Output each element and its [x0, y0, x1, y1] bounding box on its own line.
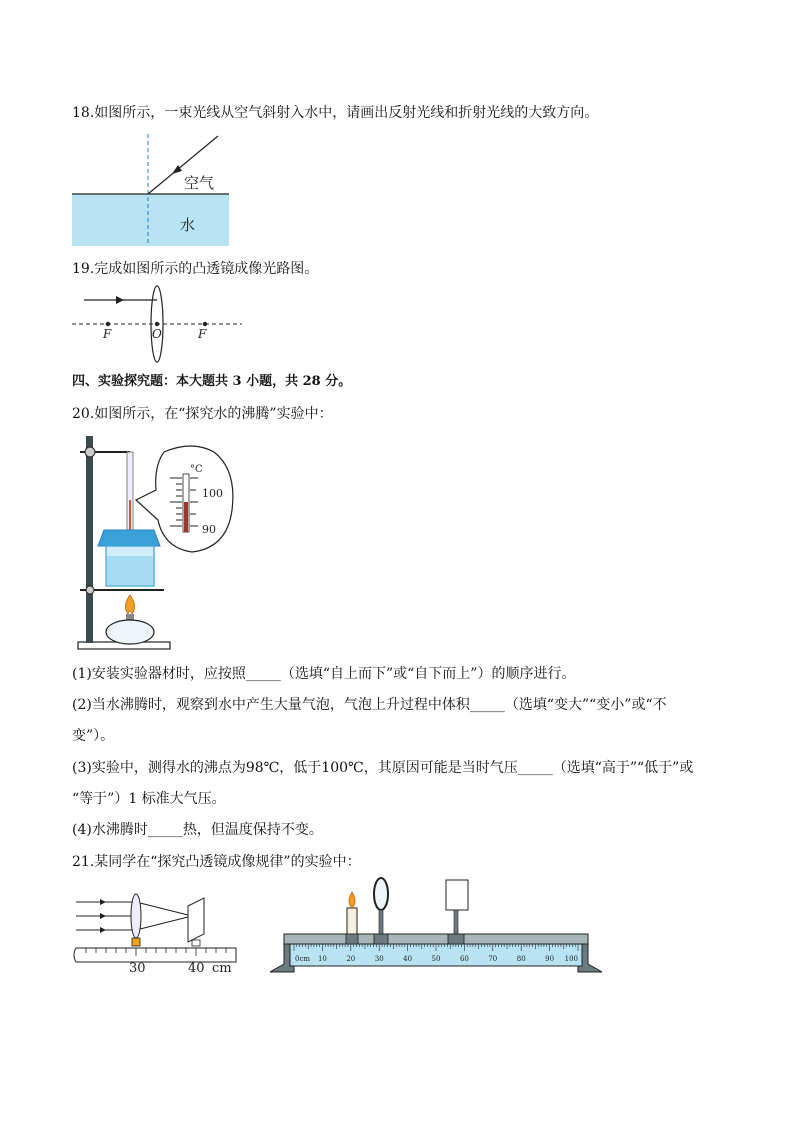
lens-holder: [132, 938, 140, 946]
q19-text: 19.完成如图所示的凸透镜成像光路图。: [72, 261, 319, 277]
bench-label: 10: [317, 955, 327, 963]
q20-part2-line2: 变”）。: [72, 728, 115, 744]
converging-ray-1: [136, 902, 192, 916]
q20-part2-line1: (2)当水沸腾时，观察到水中产生大量气泡，气泡上升过程中体积_____（选填“变大”“变小”或“不: [72, 697, 667, 713]
tick-100: 100: [202, 487, 223, 500]
bench-screen: [446, 880, 468, 910]
bench-label: 70: [488, 955, 498, 963]
flame-icon: [125, 595, 134, 614]
alcohol-lamp: [106, 620, 154, 644]
bench-label: 100: [564, 955, 578, 963]
ray-arrow-icon: [100, 913, 106, 919]
ray-arrow-icon: [100, 927, 106, 933]
lens-stand: [379, 910, 383, 934]
ruler-label-40: 40: [188, 961, 205, 976]
ruler-label-30: 30: [129, 961, 146, 976]
water-label: 水: [180, 216, 196, 234]
q19-lens-figure: [72, 284, 247, 366]
q20-text: 20.如图所示，在“探究水的沸腾”实验中：: [72, 406, 333, 422]
ring-knob: [86, 586, 94, 594]
optical-center-label: O: [152, 327, 162, 341]
bench-lens: [374, 878, 388, 910]
q21-optical-bench: [270, 872, 602, 980]
water-region: [72, 194, 229, 246]
candle: [347, 908, 357, 934]
section-title: 四、实验探究题：本大题共 3 小题，共 28 分。: [72, 374, 352, 389]
screen-holder: [192, 940, 200, 946]
candle-holder: [346, 934, 358, 944]
bench-label: 50: [431, 955, 441, 963]
ray-arrow-icon: [116, 296, 124, 304]
lens: [131, 894, 141, 938]
bench-label: 90: [545, 955, 555, 963]
ruler-unit: cm: [212, 961, 232, 976]
q20-part3-line1: (3)实验中，测得水的沸点为98℃，低于100℃，其原因可能是当时气压_____（选填“高于”“低于”或: [72, 760, 694, 776]
bench-label: 0cm: [295, 955, 311, 963]
bench-label: 30: [374, 955, 384, 963]
beaker-lid: [98, 530, 160, 546]
q20-part4: (4)水沸腾时_____热，但温度保持不变。: [72, 822, 323, 838]
focus-point-right: [203, 322, 207, 326]
screen-holder: [448, 934, 464, 944]
tick-90: 90: [202, 523, 216, 536]
ray-arrow-icon: [100, 899, 106, 905]
candle-flame-icon: [349, 892, 355, 908]
focus-label-right: F: [198, 327, 207, 341]
screen-stand: [454, 910, 458, 934]
q20-part1: (1)安装实验器材时，应按照_____（选填“自上而下”或“自下而上”）的顺序进行。: [72, 666, 576, 682]
q21-text: 21.某同学在“探究凸透镜成像规律”的实验中：: [72, 854, 361, 870]
bench-rail-top: [284, 934, 588, 944]
bench-label: 80: [516, 955, 526, 963]
screen: [188, 898, 204, 942]
clamp-knob: [85, 447, 95, 457]
q18-text: 18.如图所示，一束光线从空气斜射入水中，请画出反射光线和折射光线的大致方向。: [72, 105, 599, 121]
ruler: [74, 948, 236, 962]
bench-label: 60: [459, 955, 469, 963]
q18-refraction-figure: [72, 132, 232, 248]
lens-holder: [374, 934, 388, 944]
q20-boiling-apparatus: [72, 430, 242, 656]
bench-label: 20: [346, 955, 356, 963]
focus-label-left: F: [103, 327, 112, 341]
q20-part3-line2: “等于”）1 标准大气压。: [72, 791, 226, 807]
beaker-water: [107, 556, 153, 585]
optical-center-point: [155, 322, 159, 326]
stand-rod: [86, 436, 93, 643]
converging-ray-2: [136, 916, 192, 930]
q21-focus-figure: [72, 882, 242, 976]
bench-label: 40: [403, 955, 413, 963]
temperature-unit: °C: [190, 464, 203, 475]
focus-point-left: [106, 322, 110, 326]
scale-liquid: [184, 502, 188, 532]
air-label: 空气: [184, 174, 215, 192]
